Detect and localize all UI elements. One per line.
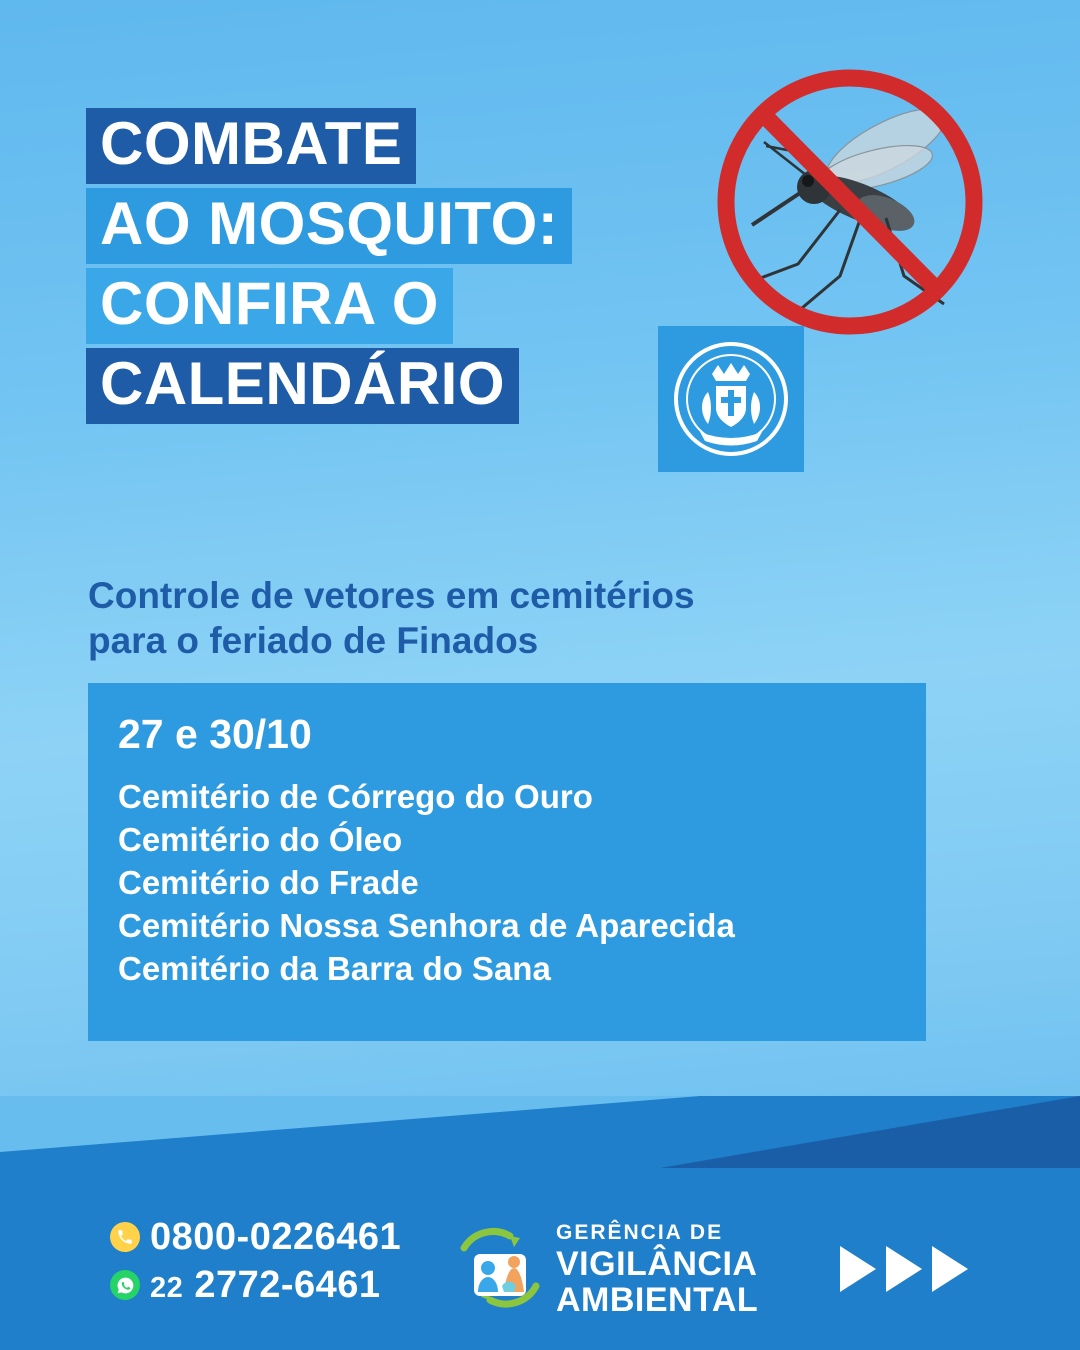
phone-icon [110, 1222, 140, 1252]
vigilancia-ambiental-logo [452, 1222, 758, 1317]
vigilancia-mark-icon [452, 1224, 548, 1316]
phone-row[interactable] [110, 1218, 401, 1256]
whatsapp-row[interactable] [110, 1266, 401, 1304]
subtitle-line-2: para o feriado de Finados [88, 620, 539, 662]
list-item: Cemitério do Óleo [118, 820, 403, 858]
whatsapp-number [150, 1266, 381, 1304]
subtitle-line-1: Controle de vetores em cemitérios [88, 575, 695, 616]
schedule-panel [88, 683, 926, 1041]
schedule-dates: 27 e 30/10 [118, 711, 312, 757]
list-item: Cemitério da Barra do Sana [118, 949, 551, 987]
arrow-right-icon [932, 1246, 968, 1292]
arrow-right-icon [886, 1246, 922, 1292]
headline [86, 108, 746, 428]
contact-block [110, 1218, 401, 1314]
city-seal [658, 326, 804, 472]
footer-wedge-light [0, 1096, 700, 1152]
cemetery-list [118, 776, 926, 990]
logo-line-3: AMBIENTAL [556, 1281, 759, 1319]
headline-line-2: AO MOSQUITO: [86, 188, 572, 264]
whatsapp-icon [110, 1270, 140, 1300]
vigilancia-wordmark [556, 1222, 758, 1317]
whatsapp-main: 2772-6461 [194, 1264, 381, 1306]
arrow-group [840, 1246, 968, 1292]
whatsapp-prefix: 22 [150, 1272, 184, 1304]
logo-line-1: GERÊNCIA DE [556, 1221, 724, 1244]
list-item: Cemitério de Córrego do Ouro [118, 778, 593, 815]
list-item: Cemitério do Frade [118, 863, 419, 901]
headline-line-4: CALENDÁRIO [86, 348, 519, 424]
headline-line-1: COMBATE [86, 108, 416, 184]
logo-line-2: VIGILÂNCIA [556, 1245, 758, 1283]
headline-line-3: CONFIRA O [86, 268, 453, 344]
subtitle [88, 573, 918, 663]
no-mosquito-icon [690, 50, 1010, 350]
arrow-right-icon [840, 1246, 876, 1292]
list-item: Cemitério Nossa Senhora de Aparecida [118, 906, 735, 944]
footer-wedge-dark [660, 1096, 1080, 1168]
phone-number: 0800-0226461 [150, 1216, 402, 1258]
